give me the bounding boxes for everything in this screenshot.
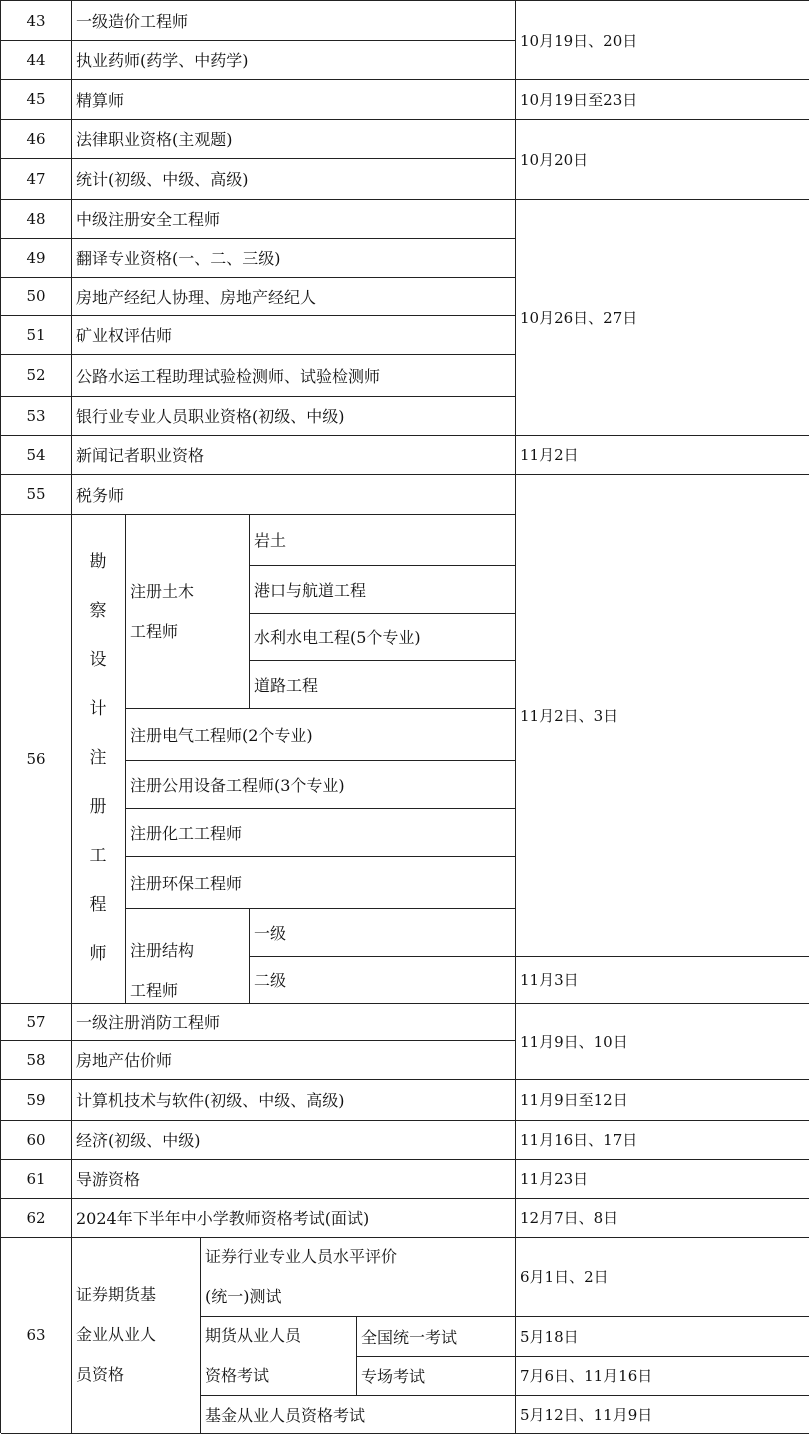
category-jijin: 基金从业人员资格考试 [200, 1395, 516, 1434]
category-jiegou-line2: 工程师 [130, 981, 179, 1000]
exam-date: 11月2日、3日 [515, 474, 809, 957]
exam-date: 7月6日、11月16日 [515, 1356, 809, 1396]
sub-gangkou: 港口与航道工程 [249, 565, 516, 614]
exam-name: 2024年下半年中小学教师资格考试(面试) [71, 1198, 516, 1238]
exam-name: 一级造价工程师 [71, 1, 516, 41]
sub-yantu: 岩土 [249, 514, 516, 566]
row-number: 44 [1, 40, 72, 80]
exam-name: 房地产估价师 [71, 1040, 516, 1080]
exam-name: 中级注册安全工程师 [71, 199, 516, 239]
exam-name: 新闻记者职业资格 [71, 435, 516, 475]
exam-name: 精算师 [71, 79, 516, 120]
row-number: 59 [1, 1079, 72, 1121]
row-number: 43 [1, 1, 72, 41]
exam-date: 11月23日 [515, 1159, 809, 1199]
category-jiegou-line1: 注册结构 [130, 941, 195, 960]
group-label-char: 计 [89, 699, 107, 719]
group-label-char: 程 [89, 895, 107, 915]
row-number: 53 [1, 396, 72, 436]
row-number: 48 [1, 199, 72, 239]
exam-date: 10月26日、27日 [515, 199, 809, 436]
row-number: 55 [1, 474, 72, 515]
exam-date: 10月19日至23日 [515, 79, 809, 120]
row-number: 45 [1, 79, 72, 120]
exam-name: 矿业权评估师 [71, 315, 516, 355]
exam-name: 一级注册消防工程师 [71, 1003, 516, 1041]
row-number: 62 [1, 1198, 72, 1238]
group-label-char: 勘 [89, 552, 107, 572]
exam-date: 11月16日、17日 [515, 1120, 809, 1160]
exam-name: 税务师 [71, 474, 516, 515]
group-label-zhengquan [71, 1237, 201, 1434]
row-number: 51 [1, 315, 72, 355]
group-label-kancha [71, 514, 126, 1004]
exam-date: 10月20日 [515, 119, 809, 200]
row-number: 57 [1, 1003, 72, 1041]
sub-erji: 二级 [249, 956, 516, 1004]
exam-name: 银行业专业人员职业资格(初级、中级) [71, 396, 516, 436]
exam-date: 5月12日、11月9日 [515, 1395, 809, 1434]
exam-name: 统计(初级、中级、高级) [71, 158, 516, 200]
category-dianqi: 注册电气工程师(2个专业) [125, 708, 516, 761]
exam-name: 公路水运工程助理试验检测师、试验检测师 [71, 354, 516, 397]
category-qihuo-line2: 资格考试 [205, 1366, 270, 1385]
row-number: 63 [1, 1237, 72, 1434]
sub-yiji: 一级 [249, 908, 516, 957]
group-label-char: 工 [89, 846, 107, 866]
row-number: 52 [1, 354, 72, 397]
exam-date: 11月9日、10日 [515, 1003, 809, 1080]
exam-name: 法律职业资格(主观题) [71, 119, 516, 159]
exam-name: 房地产经纪人协理、房地产经纪人 [71, 277, 516, 316]
row-number: 60 [1, 1120, 72, 1160]
group-label-char: 注 [89, 748, 107, 768]
row-number: 46 [1, 119, 72, 159]
group-label-line1: 证券期货基 [76, 1285, 157, 1304]
sub-zhuanchang: 专场考试 [356, 1356, 516, 1396]
exam-name: 执业药师(药学、中药学) [71, 40, 516, 80]
exam-date: 12月7日、8日 [515, 1198, 809, 1238]
category-zhengquan-line2: (统一)测试 [205, 1287, 282, 1306]
category-huanbao: 注册环保工程师 [125, 856, 516, 909]
exam-date: 11月2日 [515, 435, 809, 475]
group-label-char: 师 [89, 944, 107, 964]
exam-date: 5月18日 [515, 1316, 809, 1357]
category-huagong: 注册化工工程师 [125, 808, 516, 857]
exam-name: 导游资格 [71, 1159, 516, 1199]
row-number: 56 [1, 514, 72, 1004]
row-number: 47 [1, 158, 72, 200]
sub-shuili: 水利水电工程(5个专业) [249, 613, 516, 661]
group-label-char: 册 [89, 797, 107, 817]
group-label-char: 察 [89, 601, 107, 621]
category-tumu-line2: 工程师 [130, 622, 179, 641]
row-number: 54 [1, 435, 72, 475]
group-label-char: 设 [89, 650, 107, 670]
category-zhengquan-line1: 证券行业专业人员水平评价 [205, 1247, 398, 1266]
category-tumu-line1: 注册土木 [130, 582, 195, 601]
category-gongyong: 注册公用设备工程师(3个专业) [125, 760, 516, 809]
category-qihuo-line1: 期货从业人员 [205, 1326, 302, 1345]
row-number: 49 [1, 238, 72, 278]
group-label-line2: 金业从业人 [76, 1325, 157, 1344]
exam-date: 11月3日 [515, 956, 809, 1004]
exam-date: 10月19日、20日 [515, 1, 809, 80]
row-number: 58 [1, 1040, 72, 1080]
category-tumu [125, 514, 250, 709]
sub-quanguo: 全国统一考试 [356, 1316, 516, 1357]
exam-name: 翻译专业资格(一、二、三级) [71, 238, 516, 278]
category-zhengquan [200, 1237, 516, 1317]
sub-daolu: 道路工程 [249, 660, 516, 709]
exam-date: 6月1日、2日 [515, 1237, 809, 1317]
group-label-line3: 员资格 [76, 1365, 125, 1384]
row-number: 50 [1, 277, 72, 316]
exam-date: 11月9日至12日 [515, 1079, 809, 1121]
category-jiegou [125, 908, 250, 1004]
exam-name: 计算机技术与软件(初级、中级、高级) [71, 1079, 516, 1121]
category-qihuo [200, 1316, 357, 1396]
row-number: 61 [1, 1159, 72, 1199]
exam-name: 经济(初级、中级) [71, 1120, 516, 1160]
